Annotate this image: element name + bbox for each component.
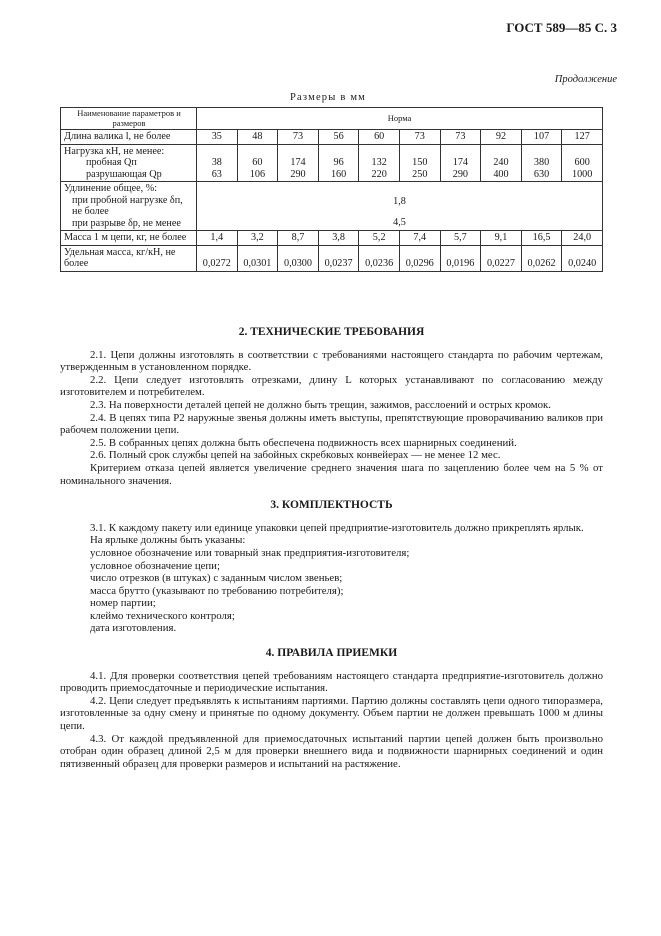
paragraph: 3.1. К каждому пакету или единице упаковки цепей предприятие-изготовитель должно прикреплять ярлык. (90, 521, 584, 534)
table-cell: 24,0 (562, 231, 603, 246)
table-cell: 0,0227 (481, 245, 522, 271)
header-norm-cell (197, 108, 603, 130)
list-item: масса брутто (указывают по требованию потребителя); (90, 584, 344, 597)
cell-break: 290 (290, 168, 306, 180)
table-row-specific-mass (61, 245, 603, 271)
table-cell: 56 (318, 130, 359, 145)
units-label: Размеры в мм (290, 92, 367, 103)
list-item: клеймо технического контроля; (90, 609, 235, 622)
paragraph: 4.3. От каждой предъявленной для приемосдаточных испытаний партии цепей должен быть произвольно отобран один образец длиной 2,5 м для проверки внешнего вида и подвижности шарнирных соединений и один пятизвенный образец для проверки размеров и испытаний на растяжение. (60, 732, 603, 770)
spacer (60, 487, 603, 499)
table-cell: 3,2 (237, 231, 278, 246)
table-cell: 3,8 (318, 231, 359, 246)
spacer (199, 207, 600, 217)
table-cell: 0,0296 (399, 245, 440, 271)
cell-break: 220 (371, 168, 387, 180)
table-cell (237, 144, 278, 182)
table-cell (278, 144, 319, 182)
elongation-values (197, 182, 603, 231)
row-label-main: Удлинение общее, %: (64, 183, 158, 194)
cell-test: 132 (371, 157, 387, 168)
row-label: Масса 1 м цепи, кг, не более (61, 231, 197, 246)
header-param-cell (61, 108, 197, 130)
table-cell: 92 (481, 130, 522, 145)
row-label-sub: разрушающая Qр (86, 168, 162, 180)
table-cell: 0,0300 (278, 245, 319, 271)
table-cell: 35 (197, 130, 238, 145)
paragraph: 2.6. Полный срок службы цепей на забойных скребковых конвейерах — не менее 12 мес. (90, 449, 501, 462)
elong-test-value: 1,8 (393, 195, 406, 207)
spacer (60, 635, 603, 647)
list-item: дата изготовления. (90, 622, 177, 635)
cell-break: 160 (330, 168, 347, 180)
table-cell (481, 144, 522, 182)
cell-test: 174 (452, 157, 468, 168)
table-cell (197, 144, 238, 182)
cell-test: 96 (333, 157, 344, 168)
cell-test: 38 (211, 157, 222, 168)
row-label: Удельная масса, кг/кН, не более (61, 245, 197, 271)
cell-break: 106 (249, 168, 266, 180)
list-item: номер партии; (90, 597, 156, 610)
table-cell (440, 144, 481, 182)
row-label-sub: при пробной нагрузке δп, не более (72, 194, 183, 217)
cell-break: 63 (211, 168, 222, 180)
section-title: 3. КОМПЛЕКТНОСТЬ (270, 499, 393, 512)
table-cell (521, 144, 562, 182)
document-body (60, 326, 603, 770)
table-cell: 0,0237 (318, 245, 359, 271)
table-row-length (61, 130, 603, 145)
elong-break-value: 4,5 (393, 217, 406, 228)
page-header: ГОСТ 589—85 С. 3 (506, 20, 617, 35)
row-label (61, 144, 197, 182)
table-cell (399, 144, 440, 182)
cell-break: 400 (493, 168, 509, 180)
cell-break: 1000 (571, 168, 593, 180)
list-item: число отрезков (в штуках) с заданным числом звеньев; (90, 572, 343, 585)
paragraph: 4.1. Для проверки соответствия цепей требованиям настоящего стандарта предприятие-изготовитель должно проводить приемосдаточные и периодические испытания. (60, 669, 603, 695)
cell-break: 250 (412, 168, 428, 180)
table-cell: 107 (521, 130, 562, 145)
table-cell: 73 (399, 130, 440, 145)
table-cell: 73 (440, 130, 481, 145)
spacer (199, 184, 600, 196)
header-norm-text: Норма (387, 112, 412, 123)
list-item: условное обозначение или товарный знак предприятия-изготовителя; (90, 546, 410, 559)
table-cell: 0,0272 (197, 245, 238, 271)
table-cell: 0,0262 (521, 245, 562, 271)
paragraph: Критерием отказа цепей является увеличение среднего значения шага по зацеплению более чем на 5 % от номинального значения. (60, 461, 603, 487)
table-cell: 9,1 (481, 231, 522, 246)
continuation-label: Продолжение (554, 74, 617, 85)
cell-test: 240 (493, 157, 509, 168)
paragraph: 2.2. Цепи следует изготовлять отрезками, длину L которых устанавливают по согласованию между изготовителем и потребителем. (60, 373, 603, 399)
table-cell: 0,0240 (562, 245, 603, 271)
table-cell: 8,7 (278, 231, 319, 246)
table-cell: 73 (278, 130, 319, 145)
cell-test: 60 (252, 157, 263, 168)
cell-test: 600 (574, 157, 590, 168)
section-title: 4. ПРАВИЛА ПРИЕМКИ (265, 647, 398, 660)
cell-break: 290 (452, 168, 468, 180)
table-row-elongation (61, 182, 603, 231)
paragraph: 2.5. В собранных цепях должна быть обеспечена подвижность всех шарнирных соединений. (90, 436, 517, 449)
row-label-sub: пробная Qп (86, 157, 137, 168)
row-label (61, 182, 197, 231)
paragraph: 2.1. Цепи должны изготовлять в соответствии с требованиями настоящего стандарта по рабочим чертежам, утвержденным в установленном порядке. (60, 348, 603, 374)
table-row-mass (61, 231, 603, 246)
table-cell: 7,4 (399, 231, 440, 246)
table-cell (318, 144, 359, 182)
table-cell: 60 (359, 130, 400, 145)
cell-test: 174 (290, 157, 306, 168)
table-cell: 0,0301 (237, 245, 278, 271)
table-header-row (61, 108, 603, 130)
row-label-sub: при разрыве δр, не менее (72, 217, 181, 229)
table-cell: 127 (562, 130, 603, 145)
table-row-load (61, 144, 603, 182)
row-label: Длина валика l, не более (61, 130, 197, 145)
paragraph: 2.3. На поверхности деталей цепей не должно быть трещин, зажимов, расслоений и острых кромок. (90, 398, 551, 411)
parameters-table (60, 107, 603, 272)
paragraph: 4.2. Цепи следует предъявлять к испытаниям партиями. Партию должны составлять цепи одного типоразмера, изготовленные за одну смену и принятые по одному документу. Объем партии не должен превышать 1000 м длины цепи. (60, 694, 603, 733)
section-title: 2. ТЕХНИЧЕСКИЕ ТРЕБОВАНИЯ (238, 326, 425, 338)
table-cell: 5,7 (440, 231, 481, 246)
table-cell: 1,4 (197, 231, 238, 246)
cell-test: 150 (412, 157, 428, 168)
header-param-text: Наименование параметров и размеров (77, 108, 181, 128)
row-label-main: Нагрузка кН, не менее: (64, 145, 165, 157)
paragraph: На ярлыке должны быть указаны: (90, 534, 246, 547)
table-cell: 5,2 (359, 231, 400, 246)
table-cell: 0,0236 (359, 245, 400, 271)
table-cell: 48 (237, 130, 278, 145)
paragraph: 2.4. В цепях типа Р2 наружные звенья должны иметь выступы, препятствующие проворачиванию валиков при рабочем положении цепи. (60, 411, 603, 437)
list-item: условное обозначение цепи; (90, 559, 220, 572)
cell-test: 380 (533, 157, 550, 168)
table-cell (562, 144, 603, 182)
table-cell: 16,5 (521, 231, 562, 246)
cell-break: 630 (533, 168, 550, 180)
table-cell (359, 144, 400, 182)
table-cell: 0,0196 (440, 245, 481, 271)
